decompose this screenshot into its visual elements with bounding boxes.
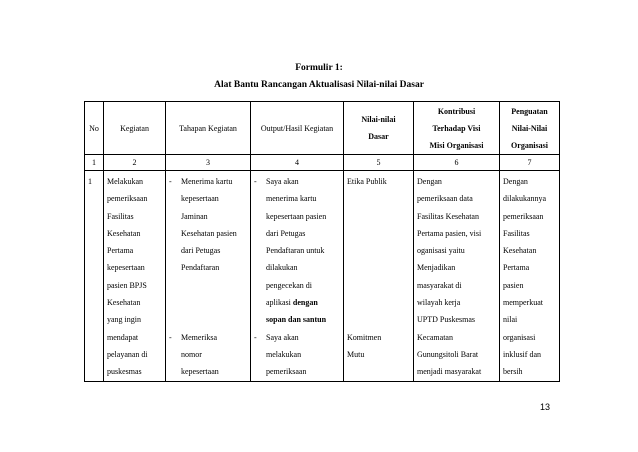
header-row	[85, 102, 560, 155]
col-number: 3	[166, 155, 251, 171]
col-number: 2	[104, 155, 166, 171]
form-title: Formulir 1:	[295, 63, 343, 73]
col-number: 4	[251, 155, 344, 171]
output-item: - Saya akan melakukan pemeriksaan	[254, 332, 307, 377]
header-penguatan: Penguatan Nilai-Nilai Organisasi	[500, 102, 560, 155]
cell-output	[251, 171, 344, 382]
table-row	[85, 171, 560, 382]
col-number: 5	[344, 155, 414, 171]
header-kegiatan: Kegiatan	[104, 102, 166, 155]
header-no: No	[85, 102, 104, 155]
cell-kegiatan: Melakukan pemeriksaan Fasilitas Kesehatan Pertama kepesertaan pasien BPJS Kesehatan yang ingin mendapat pelayanan di puskesmas	[104, 171, 166, 382]
cell-no: 1	[85, 171, 104, 382]
header-output: Output/Hasil Kegiatan	[251, 102, 344, 155]
tahapan-item: - Menerima kartu kepesertaan Jaminan Kesehatan pasien dari Petugas Pendaftaran	[169, 177, 237, 273]
aktualisasi-table	[84, 101, 560, 382]
header-kontribusi: Kontribusi Terhadap Visi Misi Organisasi	[414, 102, 500, 155]
header-tahapan: Tahapan Kegiatan	[166, 102, 251, 155]
cell-nilai: Etika Publik Komitmen Mutu	[344, 171, 414, 382]
col-number: 7	[500, 155, 560, 171]
cell-penguatan: Dengan dilakukannya pemeriksaan Fasilitas Kesehatan Pertama pasien memperkuat nilai organisasi inklusif dan bersih	[500, 171, 560, 382]
form-subtitle: Alat Bantu Rancangan Aktualisasi Nilai-nilai Dasar	[214, 80, 424, 90]
page-number: 13	[540, 402, 551, 412]
col-number: 6	[414, 155, 500, 171]
output-item: - Saya akan menerima kartu kepesertaan pasien dari Petugas Pendaftaran untuk dilakukan pengecekan di aplikasi dengan sopan dan santun	[254, 177, 327, 325]
col-number: 1	[85, 155, 104, 171]
cell-tahapan	[166, 171, 251, 382]
column-number-row	[85, 155, 560, 171]
tahapan-item: - Memeriksa nomor kepesertaan	[169, 332, 219, 377]
cell-kontribusi: Dengan pemeriksaan data Fasilitas Kesehatan Pertama pasien, visi oganisasi yaitu Menjadikan masyarakat di wilayah kerja UPTD Puskesmas Kecamatan Gunungsitoli Barat menjadi masyarakat	[414, 171, 500, 382]
header-nilai: Nilai-nilai Dasar	[344, 102, 414, 155]
